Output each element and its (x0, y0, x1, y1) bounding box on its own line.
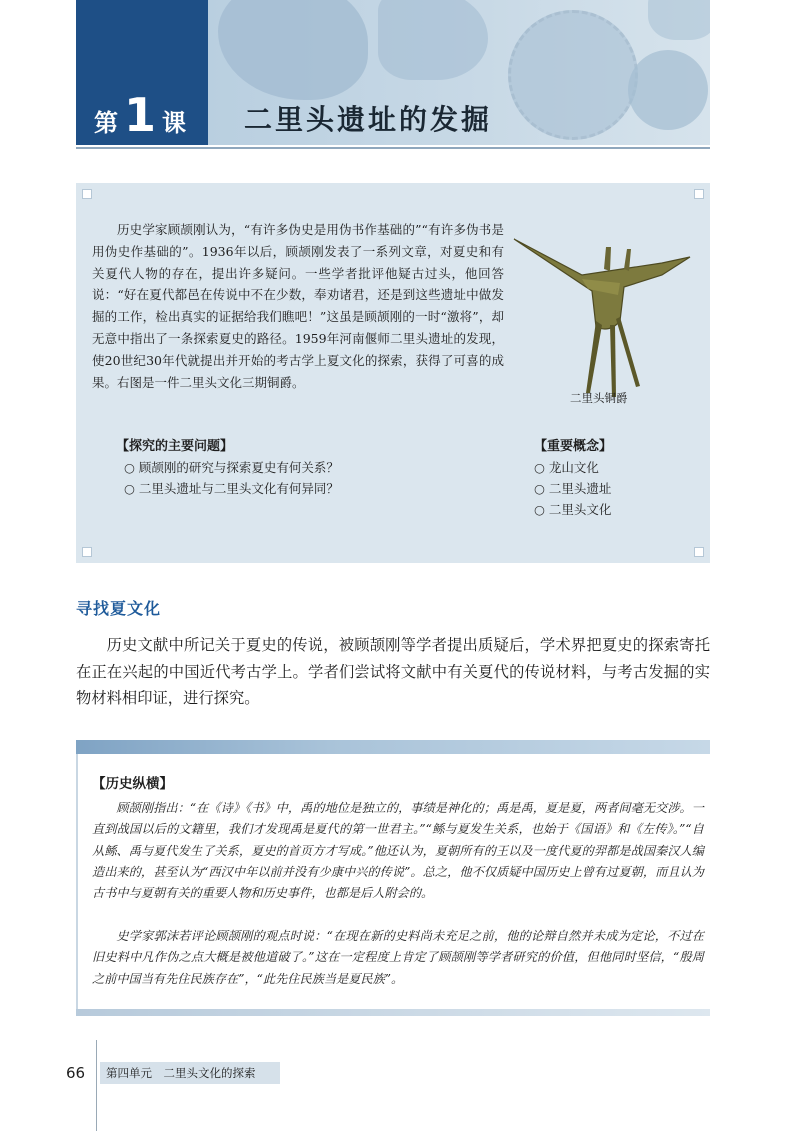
history-box-heading: 【历史纵横】 (92, 776, 173, 792)
bronze-jue-image (512, 229, 692, 409)
corner-mark (694, 189, 704, 199)
pottery-shard-3 (508, 10, 638, 140)
intro-panel (76, 183, 710, 563)
header-divider (76, 147, 710, 149)
pottery-shard-1 (218, 0, 368, 100)
intro-paragraph: 历史学家顾颉刚认为，“有许多伪史是用伪书作基础的”“有许多伪书是用伪史作基础的”。1936年以后，顾颉刚发表了一系列文章，对夏史和有关夏代人物的存在，提出许多疑问。一些学者批评他疑古过头，他回答说：“好在夏代都邑在传说中不在少数，奉劝诸君，还是到这些遗址中做发掘的工作，检出真实的证据给我们瞧吧！”这虽是顾颉刚的一时“激将”，却无意中指出了一条探索夏史的路径。1959年河南偃师二里头遗址的发现，使20世纪30年代就提出并开始的考古学上夏文化的探索，获得了可喜的成果。右图是一件二里头文化三期铜爵。 (92, 222, 504, 390)
concepts-heading: 【重要概念】 (534, 439, 613, 454)
lesson-suffix: 课 (162, 109, 187, 137)
history-box-band (76, 740, 710, 754)
footer-rule (96, 1040, 97, 1131)
section-body: 历史文献中所记关于夏史的传说，被顾颉刚等学者提出质疑后，学术界把夏史的探索寄托在正在兴起的中国近代考古学上。学者们尝试将文献中有关夏代的传说材料，与考古发掘的实物材料相印证，进行探究。 (76, 636, 710, 707)
pottery-shard-5 (648, 0, 710, 40)
question-item: ○ 顾颉刚的研究与探索夏史有何关系？ (124, 457, 339, 478)
lesson-badge (76, 0, 208, 145)
concept-item: ○ 二里头遗址 (534, 478, 611, 499)
image-caption: 二里头铜爵 (570, 391, 628, 405)
history-paragraph-1: 顾颉刚指出：“在《诗》《书》中，禹的地位是独立的，事绩是神化的；禹是禹，夏是夏，两者间毫无交涉。一直到战国以后的文籍里，我们才发现禹是夏代的第一世君主。”“鲧与夏发生关系，也始于《国语》和《左传》。”“自从鲧、禹与夏代发生了关系，夏史的首页方才写成。”他还认为，夏朝所有的王以及一度代夏的羿都是战国秦汉人编造出来的，甚至认为“西汉中年以前并没有少康中兴的传说”。总之，他不仅质疑中国历史上曾有过夏朝，而且认为古书中与夏朝有关的重要人物和历史事件，也都是后人附会的。 (92, 801, 704, 901)
corner-mark (82, 547, 92, 557)
lesson-prefix: 第 (94, 109, 118, 137)
corner-mark (82, 189, 92, 199)
page-number: 66 (66, 1064, 86, 1082)
questions-list (124, 457, 339, 499)
lesson-title: 二里头遗址的发掘 (244, 103, 493, 136)
history-paragraph-2: 史学家郭沫若评论顾颉刚的观点时说：“在现在新的史料尚未充足之前，他的论辩自然并未成为定论，不过在旧史料中凡作伪之点大概是被他道破了。”这在一定程度上肯定了顾颉刚等学者研究的价值，但他同时坚信，“殷周之前中国当有先住民族存在”，“此先住民族当是夏民族”。 (92, 929, 704, 986)
unit-label: 第四单元 二里头文化的探索 (100, 1062, 280, 1084)
concept-item: ○ 二里头文化 (534, 499, 611, 520)
history-box (76, 740, 710, 1016)
history-box-border (76, 754, 78, 1016)
question-item: ○ 二里头遗址与二里头文化有何异同？ (124, 478, 339, 499)
concepts-list (534, 457, 611, 520)
questions-heading: 【探究的主要问题】 (116, 439, 234, 454)
lesson-number: 1 (124, 88, 157, 142)
corner-mark (694, 547, 704, 557)
pottery-shard-4 (628, 50, 708, 130)
section-title: 寻找夏文化 (76, 599, 162, 618)
concept-item: ○ 龙山文化 (534, 457, 611, 478)
pottery-shard-2 (378, 0, 488, 80)
history-box-bottom-band (76, 1009, 710, 1016)
